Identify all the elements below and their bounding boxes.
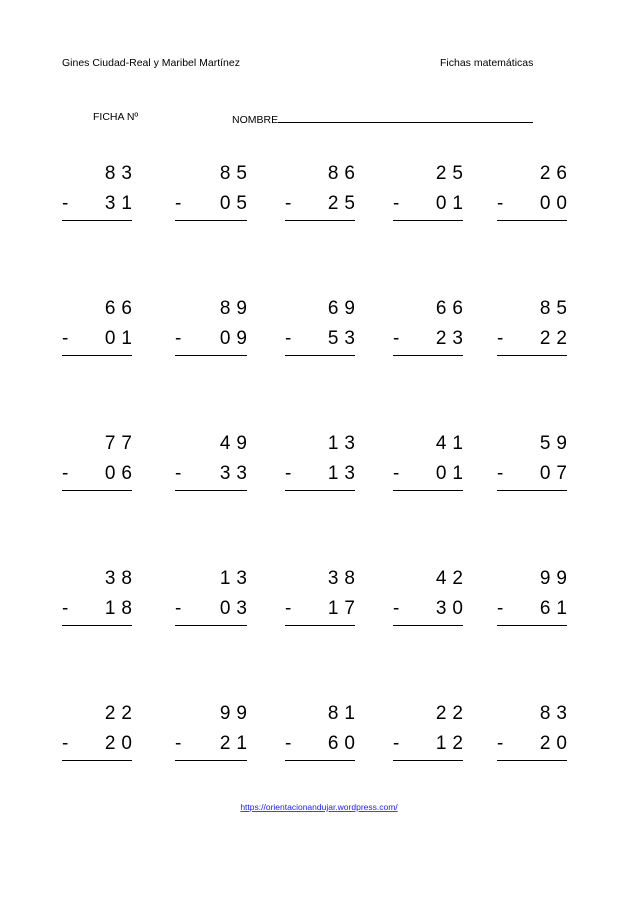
minus-sign: - [393,193,400,214]
minuend: 86 [327,163,361,184]
minus-sign: - [285,733,292,754]
minus-sign: - [62,328,69,349]
minuend: 85 [219,163,253,184]
subtrahend: 21 [219,733,253,754]
footer-link[interactable]: https://orientacionandujar.wordpress.com/ [240,802,398,812]
answer-line [497,760,567,761]
subtraction-problem [175,568,253,648]
minuend: 85 [539,298,573,319]
subtraction-problem [175,298,253,378]
subtraction-problem [62,703,138,783]
minuend: 89 [219,298,253,319]
subtraction-problem [175,703,253,783]
subtrahend: 07 [539,463,573,484]
minus-sign: - [393,598,400,619]
subtrahend: 20 [539,733,573,754]
minus-sign: - [497,733,504,754]
answer-line [62,625,132,626]
subtraction-problem [285,163,361,243]
minus-sign: - [62,598,69,619]
minuend: 66 [435,298,469,319]
answer-line [62,220,132,221]
subtraction-problem [62,298,138,378]
subtraction-problem [62,568,138,648]
answer-line [175,220,247,221]
authors-text: Gines Ciudad-Real y Maribel Martínez [62,57,240,69]
minus-sign: - [497,328,504,349]
minuend: 99 [539,568,573,589]
minuend: 69 [327,298,361,319]
subtrahend: 33 [219,463,253,484]
subtraction-problem [497,163,573,243]
minus-sign: - [175,328,182,349]
subtraction-problem [285,433,361,513]
subtrahend: 22 [539,328,573,349]
subtraction-problem [175,433,253,513]
minus-sign: - [285,328,292,349]
minus-sign: - [62,733,69,754]
minus-sign: - [393,463,400,484]
subtrahend: 05 [219,193,253,214]
minus-sign: - [285,193,292,214]
minus-sign: - [175,193,182,214]
minuend: 13 [219,568,253,589]
answer-line [285,760,355,761]
subtraction-problem [62,433,138,513]
subtraction-problem [393,298,469,378]
subtraction-problem [497,433,573,513]
minuend: 49 [219,433,253,454]
subtraction-problem [393,568,469,648]
subtraction-problem [497,298,573,378]
minus-sign: - [393,328,400,349]
minus-sign: - [393,733,400,754]
minuend: 22 [104,703,138,724]
minuend: 59 [539,433,573,454]
nombre-field[interactable] [232,111,533,126]
subtraction-problem [393,433,469,513]
subtraction-problem [285,568,361,648]
answer-line [497,220,567,221]
minuend: 66 [104,298,138,319]
minus-sign: - [62,193,69,214]
subtrahend: 01 [104,328,138,349]
minuend: 22 [435,703,469,724]
subtraction-problem [285,298,361,378]
subtrahend: 23 [435,328,469,349]
minuend: 99 [219,703,253,724]
answer-line [285,355,355,356]
minus-sign: - [285,463,292,484]
subtrahend: 00 [539,193,573,214]
subtrahend: 17 [327,598,361,619]
subtrahend: 09 [219,328,253,349]
answer-line [497,490,567,491]
subtrahend: 30 [435,598,469,619]
ficha-label: FICHA Nº [93,111,139,123]
minus-sign: - [497,598,504,619]
subtrahend: 13 [327,463,361,484]
answer-line [497,355,567,356]
nombre-label: NOMBRE [232,114,279,126]
subject-text: Fichas matemáticas [440,57,534,69]
minus-sign: - [175,598,182,619]
answer-line [393,220,463,221]
subtraction-problem [497,703,573,783]
subtraction-problem [62,163,138,243]
minuend: 83 [104,163,138,184]
nombre-blank-line[interactable] [278,111,533,123]
subtrahend: 18 [104,598,138,619]
subtrahend: 12 [435,733,469,754]
minuend: 38 [104,568,138,589]
minuend: 42 [435,568,469,589]
answer-line [285,625,355,626]
subtraction-problem [285,703,361,783]
answer-line [393,760,463,761]
minuend: 41 [435,433,469,454]
subtrahend: 03 [219,598,253,619]
answer-line [175,355,247,356]
answer-line [393,625,463,626]
minus-sign: - [175,733,182,754]
subtraction-problem [497,568,573,648]
subtraction-problem [393,163,469,243]
minuend: 13 [327,433,361,454]
answer-line [62,760,132,761]
subtrahend: 61 [539,598,573,619]
answer-line [285,220,355,221]
subtrahend: 20 [104,733,138,754]
subtrahend: 53 [327,328,361,349]
subtrahend: 31 [104,193,138,214]
answer-line [393,355,463,356]
minuend: 77 [104,433,138,454]
subtrahend: 60 [327,733,361,754]
answer-line [175,490,247,491]
minus-sign: - [175,463,182,484]
subtraction-problem [175,163,253,243]
answer-line [285,490,355,491]
subtrahend: 01 [435,463,469,484]
minuend: 38 [327,568,361,589]
minus-sign: - [497,463,504,484]
subtraction-problem [393,703,469,783]
minus-sign: - [285,598,292,619]
answer-line [393,490,463,491]
answer-line [175,760,247,761]
answer-line [497,625,567,626]
minuend: 81 [327,703,361,724]
minuend: 25 [435,163,469,184]
minus-sign: - [62,463,69,484]
subtrahend: 01 [435,193,469,214]
minus-sign: - [497,193,504,214]
minuend: 26 [539,163,573,184]
answer-line [175,625,247,626]
subtrahend: 25 [327,193,361,214]
subtrahend: 06 [104,463,138,484]
minuend: 83 [539,703,573,724]
answer-line [62,355,132,356]
answer-line [62,490,132,491]
